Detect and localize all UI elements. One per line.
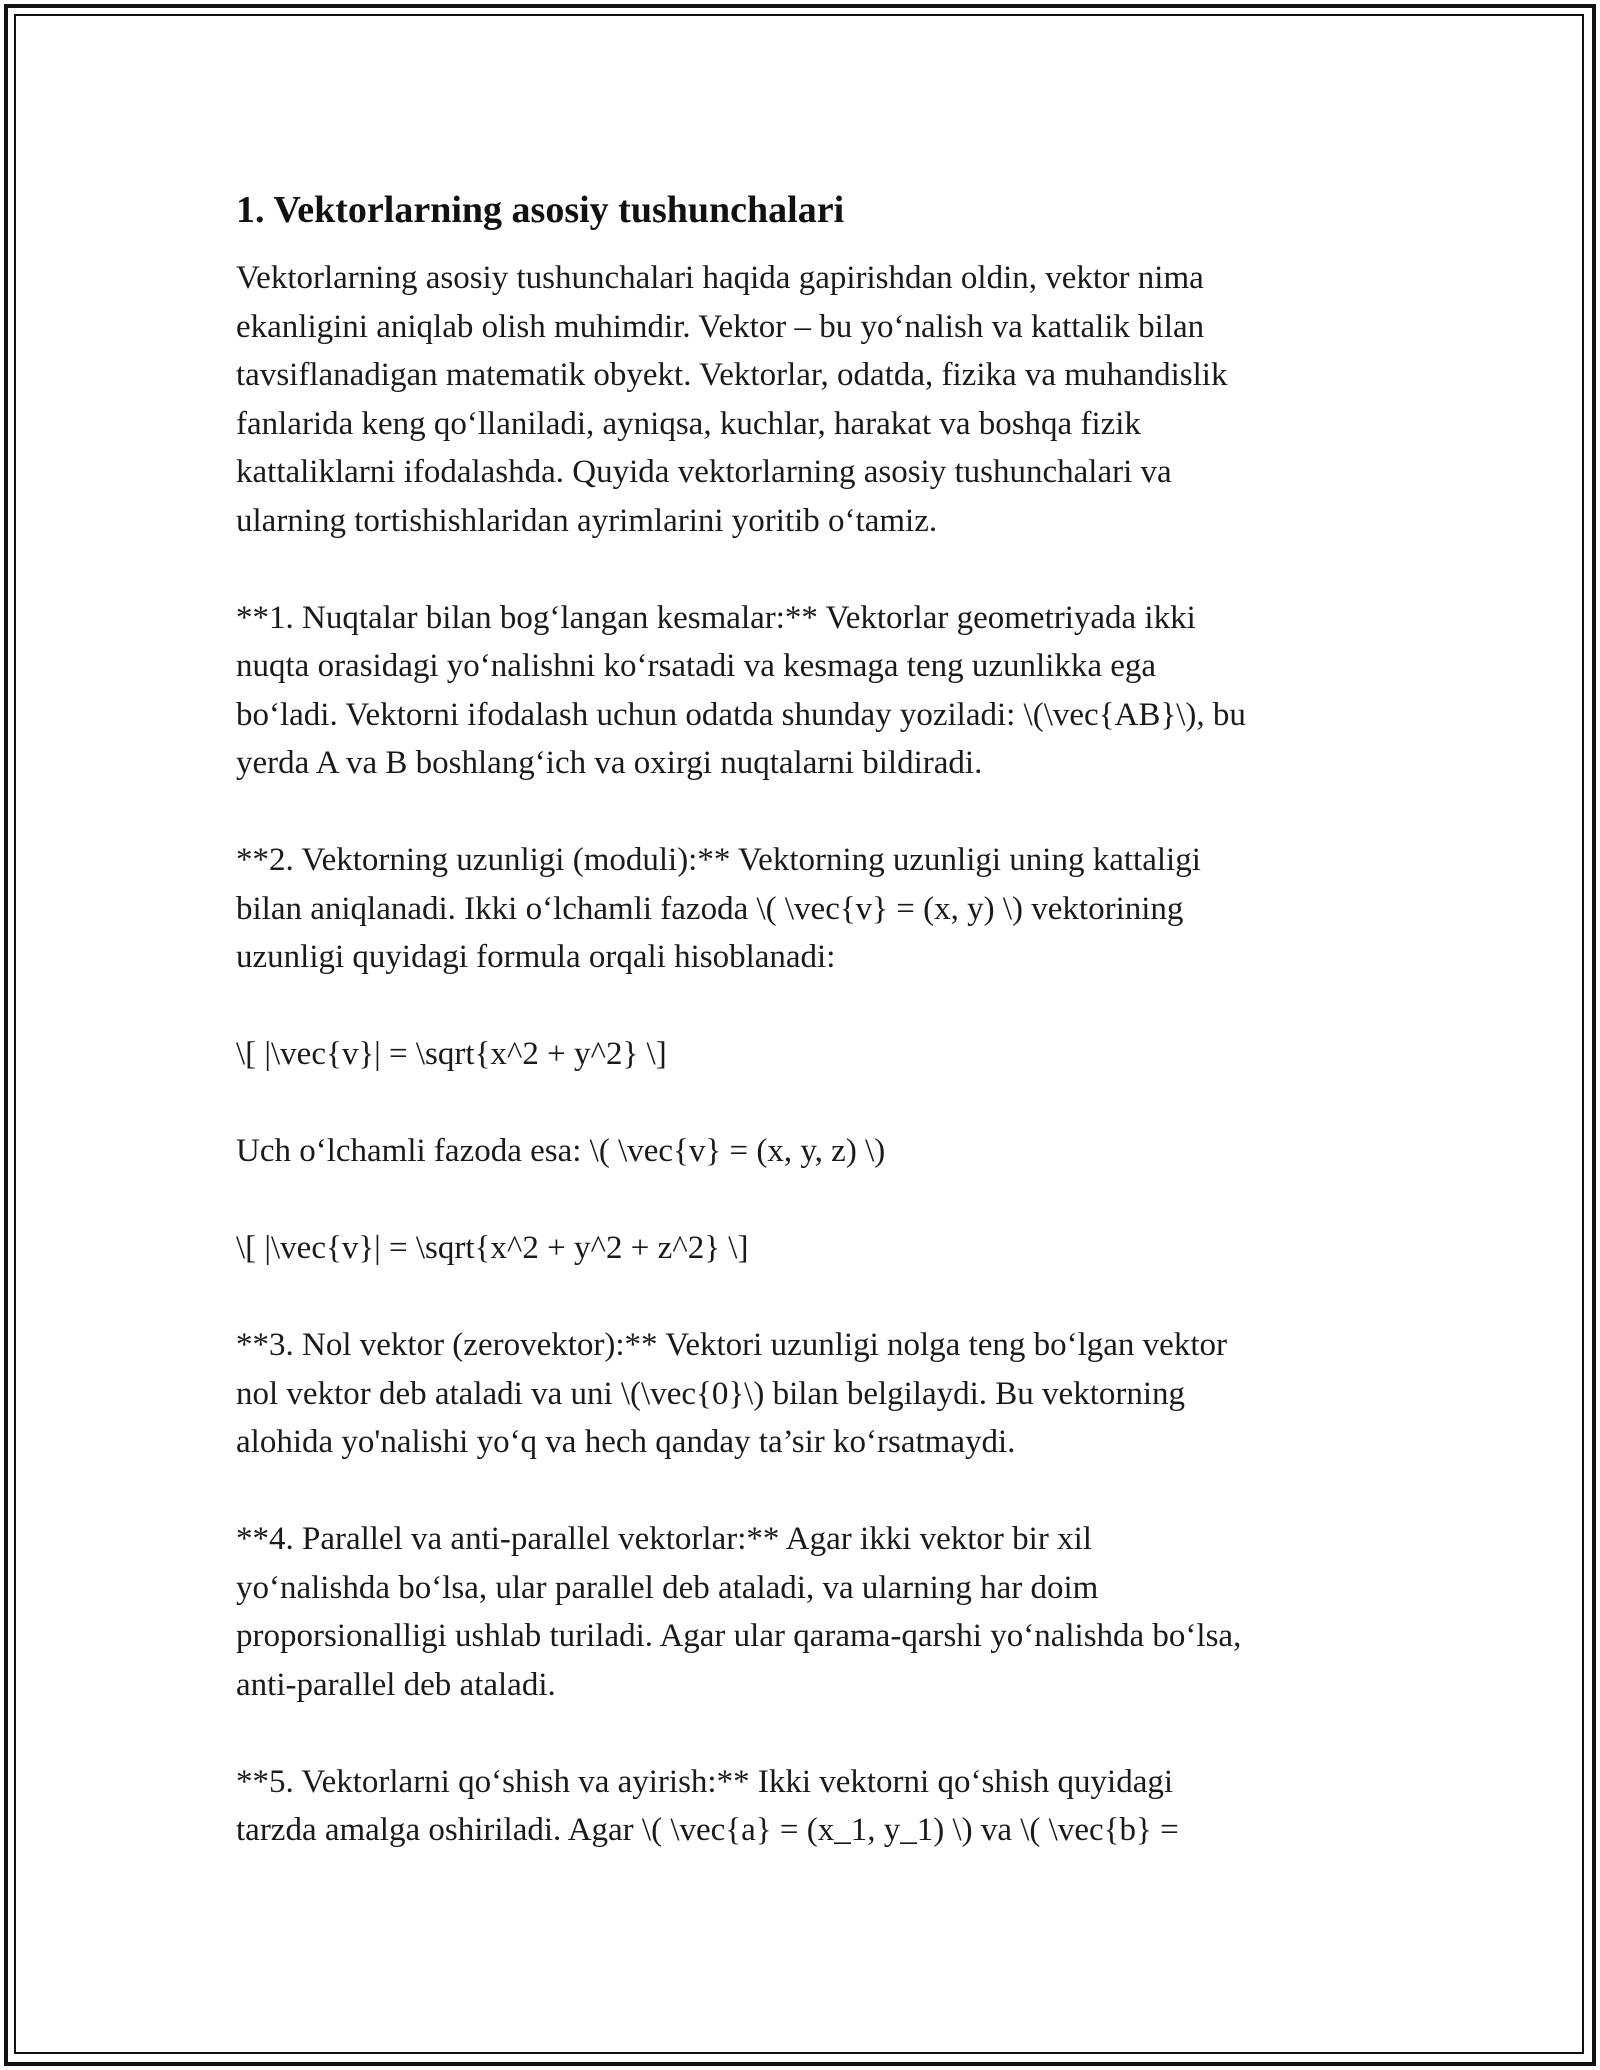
text-line: **5. Vektorlarni qo‘shish va ayirish:** Ikki vektorni qo‘shish quyidagi xyxy=(236,1763,1174,1800)
paragraph-point-5 xyxy=(236,1758,1376,1855)
text-line: proporsionalligi ushlab turiladi. Agar ular qarama-qarshi yo‘nalishda bo‘lsa, xyxy=(236,1618,1242,1654)
document-page xyxy=(236,186,1376,1903)
text-line: kattaliklarni ifodalashda. Quyida vektorlarning asosiy tushunchalari va xyxy=(236,454,1172,490)
formula-line: \[ |\vec{v}| = \sqrt{x^2 + y^2} \] xyxy=(236,1036,667,1072)
text-line: yo‘nalishda bo‘lsa, ular parallel deb ataladi, va ularning har doim xyxy=(236,1569,1099,1606)
text-line: ekanligini aniqlab olish muhimdir. Vektor – bu yo‘nalish va kattalik bilan xyxy=(236,308,1205,345)
text-line: uzunligi quyidagi formula orqali hisoblanadi: xyxy=(236,939,836,975)
formula-3d-length xyxy=(236,1224,1376,1273)
text-line: bo‘ladi. Vektorni ifodalash uchun odatda shunday yoziladi: \(\vec{AB}\), bu xyxy=(236,696,1246,733)
text-line: **3. Nol vektor (zerovektor):** Vektori uzunligi nolga teng bo‘lgan vektor xyxy=(236,1327,1227,1363)
text-line: anti-parallel deb ataladi. xyxy=(236,1666,556,1703)
text-line: bilan aniqlanadi. Ikki o‘lchamli fazoda \( \vec{v} = (x, y) \) vektorining xyxy=(236,890,1184,927)
text-line: Vektorlarning asosiy tushunchalari haqida gapirishdan oldin, vektor nima xyxy=(236,260,1204,296)
text-line: nuqta orasidagi yo‘nalishni ko‘rsatadi va kesmaga teng uzunlikka ega xyxy=(236,648,1157,684)
text-line: nol vektor deb ataladi va uni \(\vec{0}\) bilan belgilaydi. Bu vektorning xyxy=(236,1375,1186,1412)
text-line: fanlarida keng qo‘llaniladi, ayniqsa, kuchlar, harakat va boshqa fizik xyxy=(236,405,1141,442)
paragraph-point-1 xyxy=(236,594,1376,788)
paragraph-point-4 xyxy=(236,1515,1376,1709)
text-line: tarzda amalga oshiriladi. Agar \( \vec{a} = (x_1, y_1) \) va \( \vec{b} = xyxy=(236,1812,1179,1848)
text-line: **1. Nuqtalar bilan bog‘langan kesmalar:** Vektorlar geometriyada ikki xyxy=(236,599,1196,636)
text-line: **2. Vektorning uzunligi (moduli):** Vektorning uzunligi uning kattaligi xyxy=(236,842,1201,878)
formula-line: \[ |\vec{v}| = \sqrt{x^2 + y^2 + z^2} \] xyxy=(236,1230,749,1266)
formula-2d-length xyxy=(236,1030,1376,1079)
paragraph-intro xyxy=(236,254,1376,545)
paragraph-point-2 xyxy=(236,836,1376,982)
text-line: Uch o‘lchamli fazoda esa: \( \vec{v} = (x, y, z) \) xyxy=(236,1133,886,1169)
text-line: yerda A va B boshlang‘ich va oxirgi nuqtalarni bildiradi. xyxy=(236,745,983,781)
paragraph-point-3 xyxy=(236,1321,1376,1467)
paragraph-3d-vector xyxy=(236,1127,1376,1176)
text-line: **4. Parallel va anti-parallel vektorlar:** Agar ikki vektor bir xil xyxy=(236,1521,1092,1557)
text-line: tavsiflanadigan matematik obyekt. Vektorlar, odatda, fizika va muhandislik xyxy=(236,357,1228,393)
text-line: alohida yo'nalishi yo‘q va hech qanday ta’sir ko‘rsatmaydi. xyxy=(236,1424,1016,1460)
section-heading: 1. Vektorlarning asosiy tushunchalari xyxy=(236,189,845,231)
text-line: ularning tortishishlaridan ayrimlarini yoritib o‘tamiz. xyxy=(236,502,938,539)
